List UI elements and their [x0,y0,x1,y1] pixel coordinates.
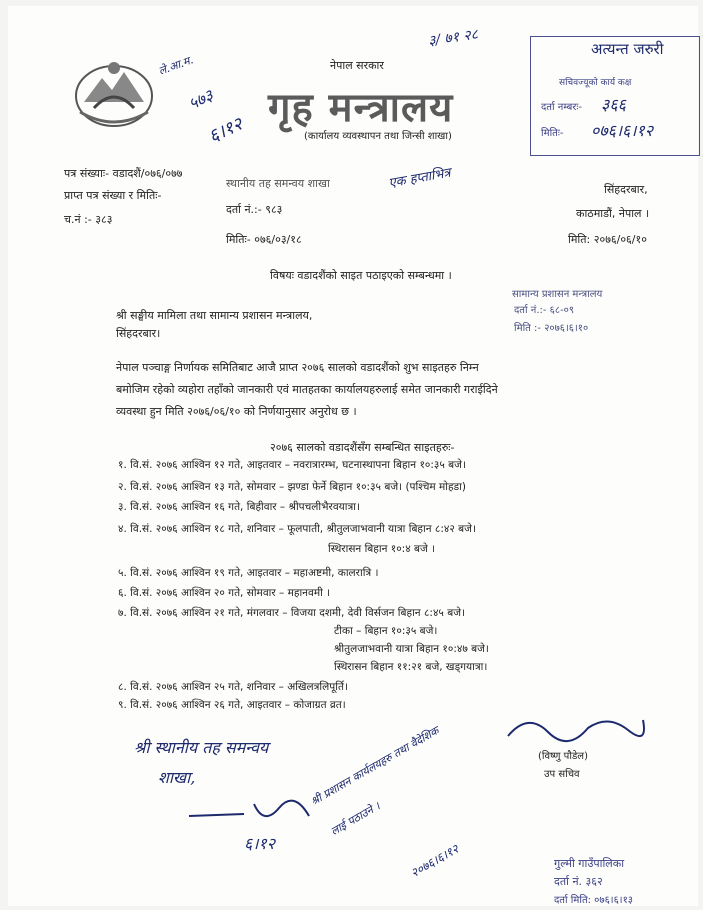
nepal-emblem-icon [72,56,156,130]
darta-number: दर्ता नं.:- ९८३ [226,203,283,216]
bottom-stamp-office: गुल्मी गाउँपालिका [554,857,625,870]
list-item: ७. वि.सं. २०७६ आश्विन २१ गते, मंगलवार – विजया दशमी, देवी विर्सजन बिहान ८:४५ बजे। [118,607,465,619]
list-item: २. वि.सं. २०७६ आश्विन १३ गते, सोमवार – झण्डा फेर्ने बिहान १०:३५ बजे। (पश्चिम मोहडा) [118,481,466,493]
office-label: (कार्यालय व्यवस्थापन तथा जिन्सी शाखा) [304,131,452,142]
handwritten-minute-line1: श्री स्थानीय तह समन्वय [134,738,269,757]
letter-page [8,6,698,906]
signature-image [498,706,648,750]
urgent-stamp-office: सचिवज्यूको कार्य कक्ष [559,78,632,88]
handwritten-initial-image [184,796,314,830]
list-item: ५. वि.सं. २०७६ आश्विन १९ गते, आइतवार – महाअष्टमी, कालरात्रि । [118,567,379,579]
mamila-stamp-office: सामान्य प्रशासन मन्त्रालय [512,289,603,300]
bottom-stamp-miti: दर्ता मिति: ०७६।६।१३ [554,895,633,906]
bottom-stamp [548,854,696,904]
list-item: स्थिरासन बिहान १०:४ बजे । [328,543,436,555]
body-line2: बमोजिम रहेको व्यहोरा तहाँको जानकारी एवं मातहतका कार्यालयहरुलाई समेत जानकारी गराईदिने [116,383,498,396]
received-date: मितिः- ०७६/०३/१८ [226,233,302,246]
received-ref: प्राप्त पत्र संख्या र मितिः- [64,189,162,202]
handwritten-bottom-number: ६।१२ [244,834,276,853]
list-item: ८. वि.सं. २०७६ आश्विन २५ गते, शनिवार – अखिलत्रलिपूर्ति। [118,681,348,693]
handwritten-ref-a: ५७३ [185,85,217,114]
city-label: काठमाडौं, नेपाल । [576,207,650,220]
bottom-stamp-darta: दर्ता नं. ३६२ [554,875,603,888]
list-item: श्रीतुलजाभवानी यात्रा बिहान १०:४७ बजे। [334,643,489,655]
signatory-title: उप सचिव [544,769,580,780]
list-item: स्थिरासन बिहान ११:२१ बजे, खड्गयात्रा। [334,661,488,673]
subject: विषयः वडादशैंको साइत पठाइएको सम्बन्धमा । [270,269,452,282]
urgent-stamp [530,36,700,156]
handwritten-date: २०७६।६।१२ [408,841,461,881]
place-label: सिंहदरबार, [604,183,648,196]
list-item: १. वि.सं. २०७६ आश्विन १२ गते, आइतवार – नवरात्रारम्भ, घटनास्थापना बिहान १०:३५ बजे। [118,459,466,471]
gov-label: नेपाल सरकार [330,59,384,72]
letter-date: मिति: २०७६/०६/१० [568,233,647,246]
urgent-stamp-darta: ३६६ [601,95,626,114]
list-item: ४. वि.सं. २०७६ आश्विन १८ गते, शनिवार – फूलपाती, श्रीतुलजाभवानी यात्रा बिहान ८:४२ बजे। [118,523,476,535]
mamila-stamp-darta: दर्ता नं.:- ६८-०९ [514,305,575,316]
ministry-title: गृह मन्त्रालय [268,85,454,131]
handwritten-minute-line2: शाखा, [158,768,196,787]
list-item: ३. वि.सं. २०७६ आश्विन १६ गते, बिहीवार – श्रीपचलीभैरवयात्रा। [118,501,360,513]
handwritten-diagonal-line1: श्री प्रशासन कार्यलयहरु तथा वैदेशिक [308,724,442,809]
urgent-stamp-title: अत्यन्त जरुरी [591,40,664,58]
handwritten-note: एक हप्ताभित्र [387,165,452,192]
list-title: २०७६ सालको वडादशैंसँग सम्बन्धित साइतहरुः- [270,441,455,454]
list-item: ६. वि.सं. २०७६ आश्विन २० गते, सोमवार – महानवमी । [118,587,331,599]
handwritten-diagonal-line2: लाई पठाउने । [328,799,383,839]
urgent-stamp-darta-label: दर्ता नम्बरः- [541,102,583,113]
handwritten-ref-c: ले.आ.म. [156,53,195,78]
list-item: टीका – बिहान १०:३५ बजे। [334,625,438,637]
mamila-stamp [508,286,698,338]
body-line1: नेपाल पञ्चाङ्ग निर्णायक समितिबाट आजै प्राप्त २०७६ सालको वडादशैंको शुभ साइतहरु निम्न [116,361,479,374]
urgent-stamp-miti-label: मितिः- [541,128,564,139]
signatory-name: (विष्णु पौडेल) [538,751,588,762]
letter-number: पत्र संख्याः- वडादशैं/०७६/०७७ [64,167,183,180]
handwritten-ref-b: ६।१२ [205,113,246,148]
list-item: ९. वि.सं. २०७६ आश्विन २६ गते, आइतवार – कोजाग्रत व्रत। [118,699,346,711]
mamila-stamp-miti: मिति :- २०७६।६।१० [514,323,589,334]
dispatch-number: च.नं :- ३८३ [64,213,113,226]
recipient-line1: श्री सङ्घीय मामिला तथा सामान्य प्रशासन मन्त्रालय, [116,309,313,322]
handwritten-top: ३/ ७१ २८ [427,26,479,50]
local-coord-label: स्थानीय तह समन्वय शाखा [226,177,330,190]
urgent-stamp-miti: ०७६।६।१२ [591,121,654,140]
body-line3: व्यवस्था हुन मिति २०७६/०६/१० को निर्णयानुसार अनुरोध छ । [116,405,357,418]
recipient-line2: सिंहदरबार। [116,327,161,340]
